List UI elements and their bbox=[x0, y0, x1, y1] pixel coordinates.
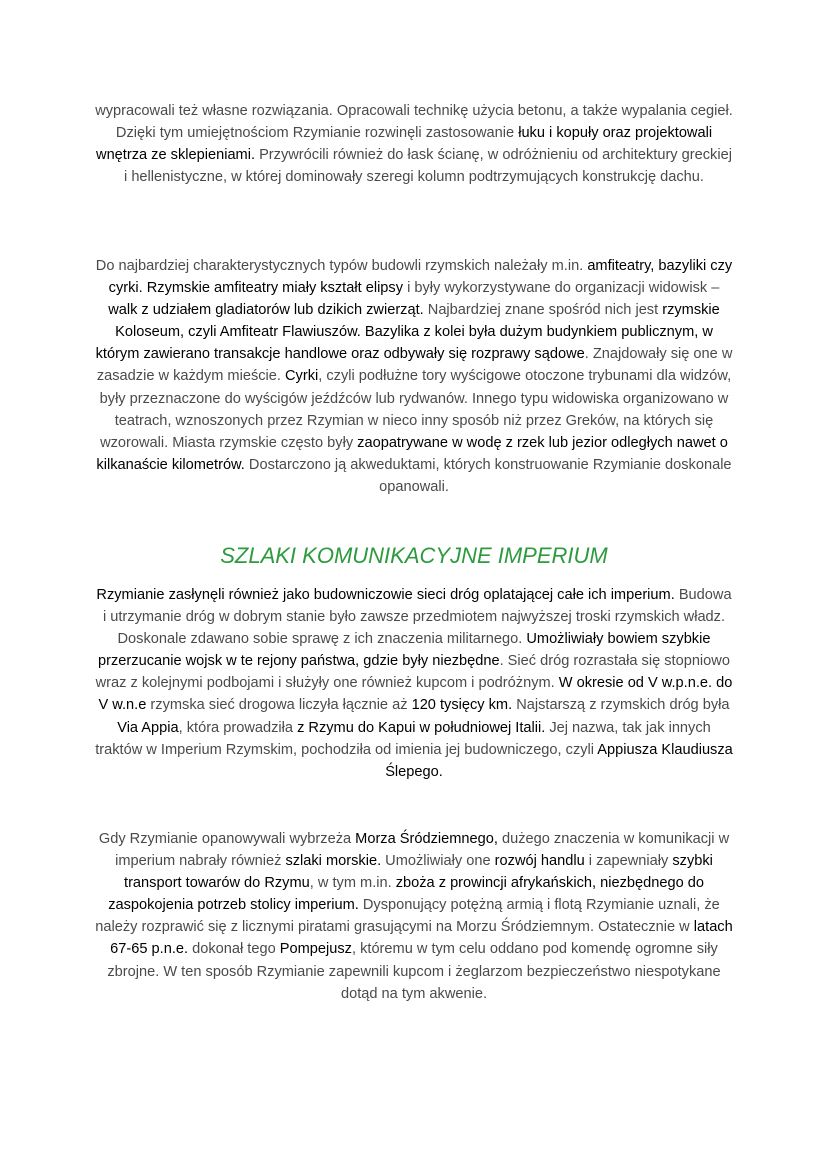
emphasized-text: Rzymianie zasłynęli również jako budowniczowie sieci dróg oplatającej całe ich imperium. bbox=[96, 587, 675, 603]
text-run: Przywrócili również do łask ścianę, w odróżnieniu od architektury greckiej i hellenistyczne, w której dominowały szeregi kolumn podtrzymujących konstrukcję dachu. bbox=[124, 147, 732, 186]
emphasized-text: zboża z prowincji afrykańskich, niezbędnego do zaspokojenia potrzeb stolicy imperium. bbox=[108, 875, 704, 914]
text-run: Najstarszą z rzymskich dróg była bbox=[512, 697, 730, 714]
text-run: Umożliwiały one bbox=[381, 853, 495, 870]
emphasized-text: Morza Śródziemnego, bbox=[355, 831, 498, 847]
emphasized-text: szlaki morskie. bbox=[285, 853, 382, 870]
paragraph-construction-techniques bbox=[95, 100, 733, 188]
text-run: i były wykorzystywane do organizacji widowisk – bbox=[403, 280, 720, 297]
text-run: . Znajdowały się one w zasadzie w każdym mieście. bbox=[96, 346, 733, 385]
text-run: , w tym m.in. bbox=[309, 875, 396, 892]
emphasized-text: latach 67-65 p.n.e. bbox=[110, 919, 733, 958]
emphasized-text: szybki transport towarów do Rzymu bbox=[124, 853, 713, 892]
text-run: rzymska sieć drogowa liczyła łącznie aż bbox=[146, 697, 412, 714]
emphasized-text: W okresie od V w.p.n.e. do V w.n.e bbox=[98, 675, 733, 714]
text-run: Dostarczono ją akweduktami, których konstruowanie Rzymianie doskonale opanowali. bbox=[244, 456, 732, 495]
emphasized-text: Cyrki bbox=[285, 368, 319, 385]
emphasized-text: rozwój handlu bbox=[494, 853, 585, 870]
emphasized-text: amfiteatry, bazyliki czy cyrki. bbox=[108, 258, 733, 297]
paragraph-roman-buildings bbox=[95, 255, 733, 498]
text-run: Jej nazwa, tak jak innych traktów w Imperium Rzymskim, pochodziła od imienia jej budowniczego, czyli bbox=[95, 719, 711, 758]
emphasized-text: walk z udziałem gladiatorów lub dzikich zwierząt. bbox=[108, 302, 424, 319]
text-run: . Sieć dróg rozrastała się stopniowo wraz z kolejnymi podbojami i służyły one również kupcom i podróżnym. bbox=[95, 653, 730, 692]
emphasized-text: zaopatrywane w wodę z rzek lub jezior odległych nawet o kilkanaście kilometrów. bbox=[96, 434, 728, 473]
section-heading: SZLAKI KOMUNIKACYJNE IMPERIUM bbox=[220, 543, 608, 568]
text-run: Do najbardziej charakterystycznych typów budowli rzymskich należały m.in. bbox=[95, 258, 588, 274]
emphasized-text: Umożliwiały bowiem szybkie przerzucanie wojsk w te rejony państwa, gdzie były niezbędne bbox=[98, 631, 711, 670]
text-run: , któremu w tym celu oddano pod komendę ogromne siły zbrojne. W ten sposób Rzymianie zapewnili kupcom i żeglarzom bezpieczeństwo niespotykane dotąd na tym akwenie. bbox=[107, 941, 721, 1002]
text-run: i zapewniały bbox=[584, 853, 673, 870]
emphasized-text: łuku i kopuły oraz projektowali wnętrza ze sklepieniami. bbox=[96, 125, 713, 164]
text-run: , która prowadziła bbox=[178, 719, 298, 736]
emphasized-text: z Rzymu do Kapui w południowej Italii. bbox=[297, 719, 546, 736]
emphasized-text: rzymskie Koloseum, czyli Amfiteatr Flawiuszów. bbox=[115, 302, 720, 341]
paragraph-roman-roads bbox=[95, 584, 733, 783]
text-run: Budowa i utrzymanie dróg w dobrym stanie było zawsze przedmiotem najwyższej troski rzymskich władz. Doskonale zdawano sobie sprawę z ich znaczenia militarnego. bbox=[102, 587, 732, 648]
text-run: Dysponujący potężną armią i flotą Rzymianie uznali, że należy rozprawić się z licznymi piratami grasującymi na Morzu Śródziemnym. Ostatecznie w bbox=[95, 897, 720, 936]
emphasized-text: Via Appia bbox=[117, 719, 179, 736]
emphasized-text: Rzymskie amfiteatry miały kształt elipsy bbox=[146, 280, 404, 297]
text-run: Gdy Rzymianie opanowywali wybrzeża bbox=[98, 831, 356, 847]
emphasized-text: Bazylika z kolei była dużym budynkiem publicznym, w którym zawierano transakcje handlowe oraz odbywały się rozprawy sądowe bbox=[95, 324, 713, 363]
text-run: wypracowali też własne rozwiązania. Opracowali technikę użycia betonu, a także wypalania cegieł. Dzięki tym umiejętnościom Rzymianie rozwinęli zastosowanie bbox=[95, 103, 733, 142]
paragraph-sea-routes bbox=[95, 828, 733, 1005]
text-run: dużego znaczenia w komunikacji w imperium nabrały również bbox=[115, 831, 730, 870]
text-run: dokonał tego bbox=[188, 941, 280, 958]
emphasized-text: Appiusza Klaudiusza Ślepego. bbox=[385, 741, 733, 780]
text-run: , czyli podłużne tory wyścigowe otoczone trybunami dla widzów, były przeznaczone do wyścigów jeźdźców lub rydwanów. Innego typu widowiska organizowano w teatrach, wznoszonych przez Rzymian w nieco inny sposób niż przez Greków, na których się wzorowali. Miasta rzymskie często były bbox=[99, 368, 732, 451]
emphasized-text: Pompejusz bbox=[279, 941, 352, 958]
emphasized-text: 120 tysięcy km. bbox=[411, 697, 513, 714]
text-run: Najbardziej znane spośród nich jest bbox=[423, 302, 663, 319]
